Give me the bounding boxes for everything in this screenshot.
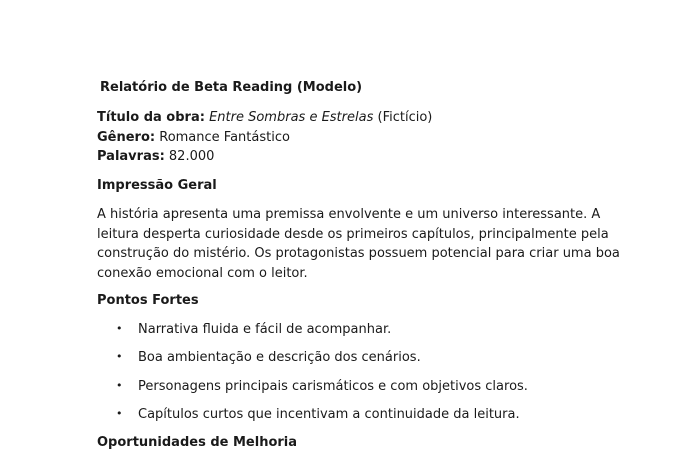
genre-value: Romance Fantástico [155, 130, 290, 145]
word-count-line [97, 147, 214, 166]
list-item-text: Boa ambientação e descrição dos cenários. [138, 350, 421, 365]
bullet-icon: • [116, 350, 123, 363]
word-count-value: 82.000 [164, 149, 215, 164]
work-title-line [97, 108, 432, 127]
document-title: Relatório de Beta Reading (Modelo) [100, 80, 363, 95]
list-item-text: Capítulos curtos que incentivam a continuidade da leitura. [138, 407, 520, 422]
bullet-icon: • [116, 379, 123, 392]
general-impression-heading: Impressão Geral [97, 178, 217, 193]
list-item [116, 377, 528, 396]
paragraph-line: leitura desperta curiosidade desde os primeiros capítulos, principalmente pela [97, 226, 609, 242]
list-item [116, 348, 421, 367]
paragraph-line: conexão emocional com o leitor. [97, 265, 308, 281]
list-item-text: Personagens principais carismáticos e com objetivos claros. [138, 379, 528, 394]
list-item [116, 405, 520, 424]
work-title-value: Entre Sombras e Estrelas [209, 110, 374, 125]
paragraph-line: A história apresenta uma premissa envolvente e um universo interessante. A [97, 207, 601, 222]
paragraph-line: construção do mistério. Os protagonistas possuem potencial para criar uma boa [97, 246, 620, 262]
general-impression-paragraph [97, 205, 620, 283]
bullet-icon: • [116, 322, 123, 335]
improvements-heading: Oportunidades de Melhoria [97, 435, 298, 450]
genre-line [97, 128, 290, 147]
genre-label: Gênero: [97, 130, 156, 145]
list-item-text: Narrativa fluida e fácil de acompanhar. [138, 322, 392, 337]
list-item [116, 320, 391, 339]
work-title-label: Título da obra: [97, 110, 205, 125]
work-title-note: (Fictício) [373, 110, 433, 125]
strengths-heading: Pontos Fortes [97, 293, 199, 308]
word-count-label: Palavras: [97, 149, 165, 164]
bullet-icon: • [116, 407, 123, 420]
